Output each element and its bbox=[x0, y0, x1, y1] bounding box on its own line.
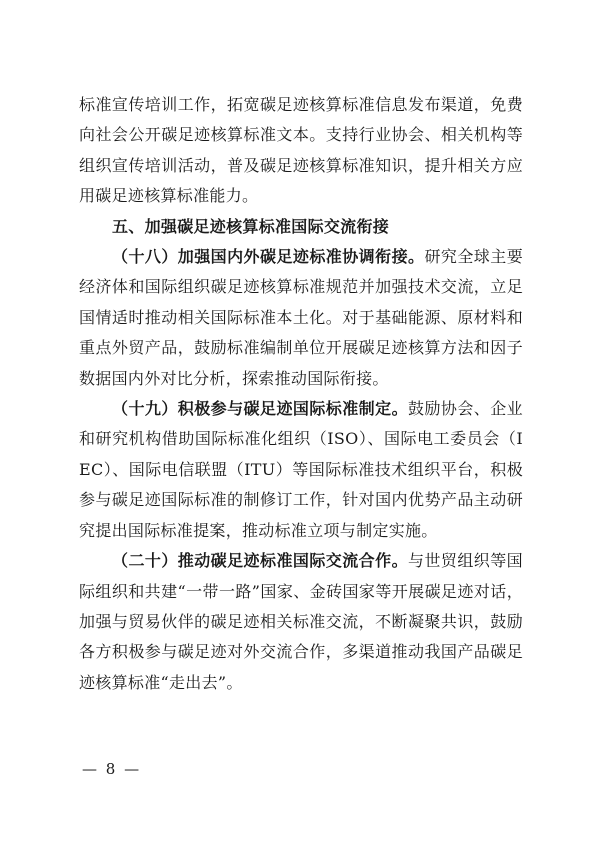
paragraph-19-body: 鼓励协会、企业和研究机构借助国际标准化组织（ISO）、国际电工委员会（IEC）、国际电信联盟（ITU）等国际标准技术组织平台，积极参与碳足迹国际标准的制修订工作，针对国内优势产品主动研究提出国际标准提案，推动标准立项与制定实施。 bbox=[79, 399, 523, 540]
page-content bbox=[79, 90, 523, 698]
paragraph-18 bbox=[79, 242, 523, 394]
paragraph-20-body: 与世贸组织等国际组织和共建“一带一路”国家、金砖国家等开展碳足迹对话，加强与贸易伙伴的碳足迹相关标准交流，不断凝聚共识，鼓励各方积极参与碳足迹对外交流合作，多渠道推动我国产品碳足迹核算标准“走出去”。 bbox=[79, 551, 523, 692]
paragraph-18-body: 研究全球主要经济体和国际组织碳足迹核算标准规范并加强技术交流，立足国情适时推动相关国际标准本土化。对于基础能源、原材料和重点外贸产品，鼓励标准编制单位开展碳足迹核算方法和因子数据国内外对比分析，探索推动国际衔接。 bbox=[79, 247, 523, 388]
paragraph-19 bbox=[79, 394, 523, 546]
section-heading: 五、加强碳足迹核算标准国际交流衔接 bbox=[112, 216, 390, 236]
paragraph-20 bbox=[79, 546, 523, 698]
paragraph-18-lead: （十八）加强国内外碳足迹标准协调衔接。 bbox=[112, 247, 425, 267]
page-number: — 8 — bbox=[82, 760, 142, 778]
paragraph-19-lead: （十九）积极参与碳足迹国际标准制定。 bbox=[112, 399, 409, 419]
paragraph-20-lead: （二十）推动碳足迹标准国际交流合作。 bbox=[112, 551, 409, 571]
paragraph-continued: 标准宣传培训工作，拓宽碳足迹核算标准信息发布渠道，免费向社会公开碳足迹核算标准文本。支持行业协会、相关机构等组织宣传培训活动，普及碳足迹核算标准知识，提升相关方应用碳足迹核算标准能力。 bbox=[79, 95, 523, 206]
